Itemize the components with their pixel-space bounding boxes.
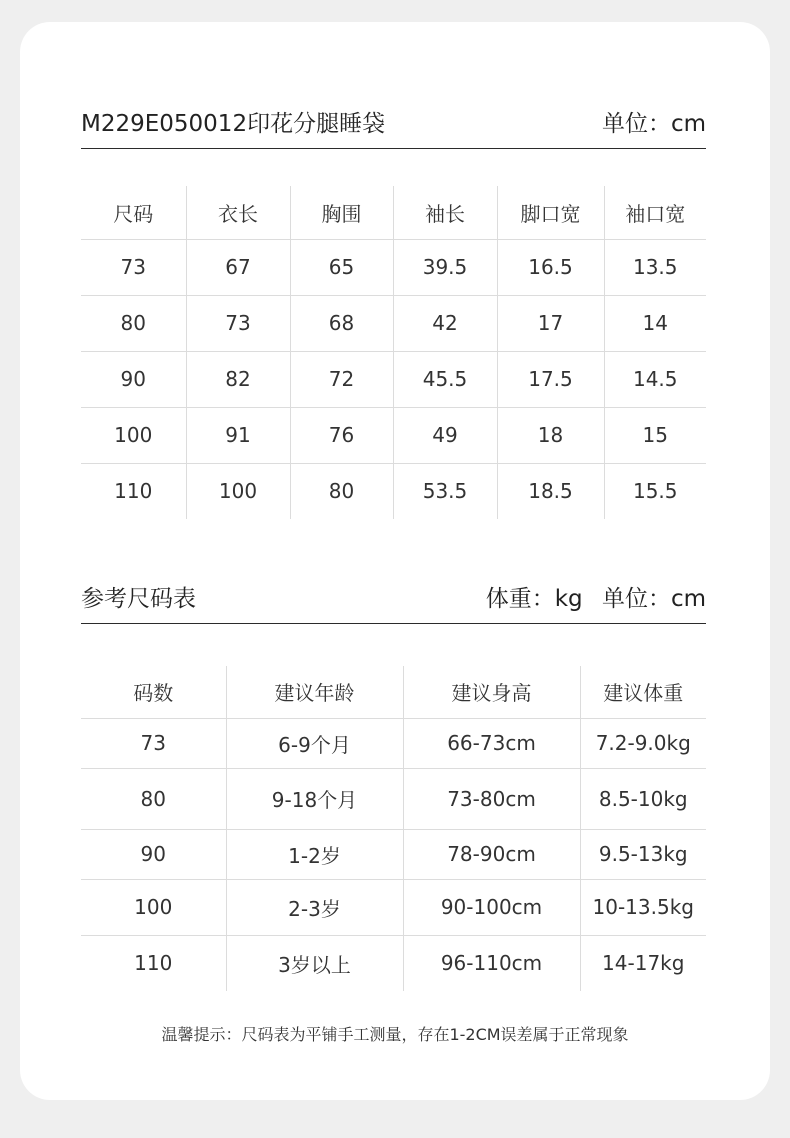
table-cell: 14.5 (604, 351, 706, 407)
table-cell: 39.5 (393, 239, 497, 295)
reference-chart-units (486, 585, 706, 613)
table-cell: 16.5 (497, 239, 604, 295)
header-cell: 袖口宽 (604, 186, 706, 239)
table-cell: 1-2岁 (226, 829, 403, 879)
table-cell: 42 (393, 295, 497, 351)
table-cell: 73 (81, 239, 186, 295)
weight-unit-label: 体重：kg (485, 586, 583, 612)
header-cell: 建议体重 (580, 666, 706, 718)
table-row (81, 935, 706, 991)
table-cell: 72 (290, 351, 393, 407)
table-row (81, 407, 706, 463)
footer-note: 温馨提示：尺码表为平铺手工测量，存在1-2CM误差属于正常现象 (161, 1025, 629, 1044)
header-cell: 码数 (81, 666, 226, 718)
table-cell: 45.5 (393, 351, 497, 407)
size-chart-heading (81, 108, 706, 149)
table-row (81, 463, 706, 519)
reference-chart-title: 参考尺码表 (81, 586, 196, 612)
table-cell: 17 (497, 295, 604, 351)
reference-table-header (81, 666, 706, 718)
table-cell: 73 (186, 295, 290, 351)
table-cell: 13.5 (604, 239, 706, 295)
size-chart-title: M229E050012印花分腿睡袋 (81, 111, 386, 137)
table-cell: 96-110cm (403, 935, 580, 991)
size-table-header (81, 186, 706, 239)
length-unit-label: 单位：cm (601, 586, 706, 612)
table-cell: 73 (81, 718, 226, 768)
table-cell: 9-18个月 (226, 768, 403, 829)
table-cell: 80 (81, 768, 226, 829)
table-cell: 15.5 (604, 463, 706, 519)
table-cell: 100 (81, 879, 226, 935)
table-cell: 66-73cm (403, 718, 580, 768)
table-cell: 100 (186, 463, 290, 519)
table-cell: 82 (186, 351, 290, 407)
table-cell: 53.5 (393, 463, 497, 519)
table-cell: 18 (497, 407, 604, 463)
table-cell: 2-3岁 (226, 879, 403, 935)
table-cell: 110 (114, 479, 153, 504)
size-chart-unit (602, 110, 706, 138)
table-row (81, 829, 706, 879)
table-cell: 91 (186, 407, 290, 463)
table-cell: 6-9个月 (226, 718, 403, 768)
header-cell: 袖长 (393, 186, 497, 239)
reference-table (81, 666, 706, 991)
table-row (81, 718, 706, 768)
header-cell: 尺码 (81, 186, 186, 239)
table-cell: 14-17kg (580, 935, 706, 991)
table-cell: 90-100cm (403, 879, 580, 935)
table-cell: 68 (290, 295, 393, 351)
table-cell: 100 (81, 407, 186, 463)
table-cell: 15 (604, 407, 706, 463)
table-cell: 8.5-10kg (580, 768, 706, 829)
table-cell: 90 (81, 351, 186, 407)
table-row (81, 295, 706, 351)
header-cell: 衣长 (186, 186, 290, 239)
table-cell: 76 (290, 407, 393, 463)
table-cell: 78-90cm (403, 829, 580, 879)
header-cell: 建议身高 (403, 666, 580, 718)
table-cell: 73-80cm (403, 768, 580, 829)
table-cell: 80 (81, 295, 186, 351)
header-cell: 胸围 (290, 186, 393, 239)
table-cell: 67 (186, 239, 290, 295)
reference-chart-heading (81, 583, 706, 624)
header-cell: 脚口宽 (497, 186, 604, 239)
header-cell: 建议年龄 (226, 666, 403, 718)
table-cell: 9.5-13kg (580, 829, 706, 879)
table-cell: 14 (604, 295, 706, 351)
table-row (81, 239, 706, 295)
table-cell: 10-13.5kg (580, 879, 706, 935)
table-cell: 65 (290, 239, 393, 295)
size-table (81, 186, 706, 519)
table-cell: 17.5 (497, 351, 604, 407)
table-cell: 90 (81, 829, 226, 879)
table-cell: 3岁以上 (226, 935, 403, 991)
table-row (81, 351, 706, 407)
table-cell: 49 (393, 407, 497, 463)
table-row (81, 768, 706, 829)
table-cell: 80 (290, 463, 393, 519)
table-cell: 18.5 (497, 463, 604, 519)
size-chart-unit-label: 单位：cm (601, 111, 706, 137)
table-row (81, 879, 706, 935)
table-cell: 110 (134, 951, 173, 976)
table-cell: 7.2-9.0kg (580, 718, 706, 768)
